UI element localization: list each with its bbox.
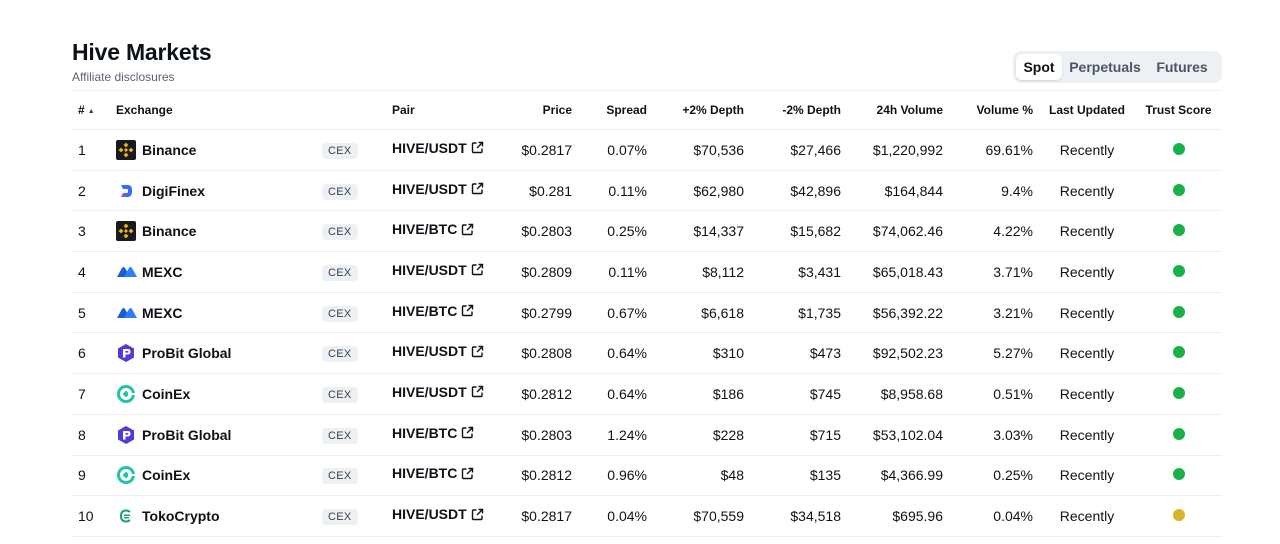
exchange-cell[interactable] [110, 170, 316, 211]
sort-asc-icon[interactable]: ▲ [87, 108, 95, 115]
rank-cell: 8 [72, 414, 110, 455]
table-row[interactable] [72, 414, 1222, 455]
trust-score-dot [1173, 387, 1185, 399]
spread-cell: 0.25% [578, 211, 653, 252]
price-cell: $0.2803 [498, 211, 578, 252]
volume-cell: $1,220,992 [847, 130, 949, 171]
exchange-type-badge: CEX [322, 346, 358, 362]
volume-pct-cell: 9.4% [949, 170, 1039, 211]
rank-cell: 9 [72, 455, 110, 496]
external-link-icon[interactable] [471, 182, 484, 195]
col-volume-pct-header[interactable]: Volume % [949, 91, 1039, 130]
volume-cell: $53,102.04 [847, 414, 949, 455]
pair-link[interactable]: HIVE/BTC [392, 302, 458, 319]
last-updated-cell: Recently [1039, 455, 1135, 496]
pair-cell[interactable] [386, 374, 498, 415]
trust-score-cell [1135, 130, 1222, 171]
col-volume-header[interactable]: 24h Volume [847, 91, 949, 130]
external-link-icon[interactable] [471, 263, 484, 276]
probit-logo [116, 425, 136, 445]
rank-cell: 2 [72, 170, 110, 211]
depth-plus-cell: $70,559 [653, 496, 750, 537]
trust-score-cell [1135, 211, 1222, 252]
depth-plus-cell: $8,112 [653, 252, 750, 293]
coinex-logo [116, 384, 136, 404]
depth-minus-cell: $3,431 [750, 252, 847, 293]
depth-minus-cell: $42,896 [750, 170, 847, 211]
external-link-icon[interactable] [461, 426, 474, 439]
type-cell [316, 496, 386, 537]
col-exchange-header[interactable]: Exchange [110, 91, 316, 130]
pair-cell[interactable] [386, 455, 498, 496]
exchange-type-badge: CEX [322, 468, 358, 484]
pair-cell[interactable] [386, 496, 498, 537]
volume-cell: $56,392.22 [847, 292, 949, 333]
last-updated-cell: Recently [1039, 374, 1135, 415]
trust-score-dot [1173, 306, 1185, 318]
rank-cell: 10 [72, 496, 110, 537]
type-cell [316, 170, 386, 211]
type-cell [316, 292, 386, 333]
price-cell: $0.2799 [498, 292, 578, 333]
table-row[interactable] [72, 496, 1222, 537]
trust-score-cell [1135, 333, 1222, 374]
pair-cell[interactable] [386, 252, 498, 293]
pair-link[interactable]: HIVE/USDT [392, 383, 467, 400]
volume-pct-cell: 69.61% [949, 130, 1039, 171]
pair-link[interactable]: HIVE/USDT [392, 180, 467, 197]
table-row[interactable] [72, 374, 1222, 415]
exchange-type-badge: CEX [322, 509, 358, 525]
price-cell: $0.2803 [498, 414, 578, 455]
price-cell: $0.2809 [498, 252, 578, 293]
rank-cell: 1 [72, 130, 110, 171]
pair-link[interactable]: HIVE/USDT [392, 343, 467, 360]
last-updated-cell: Recently [1039, 170, 1135, 211]
price-cell: $0.2817 [498, 496, 578, 537]
depth-minus-cell: $715 [750, 414, 847, 455]
pair-link[interactable]: HIVE/BTC [392, 221, 458, 238]
volume-cell: $65,018.43 [847, 252, 949, 293]
pair-link[interactable]: HIVE/USDT [392, 139, 467, 156]
col-last-updated-header[interactable]: Last Updated [1039, 91, 1135, 130]
volume-pct-cell: 5.27% [949, 333, 1039, 374]
volume-pct-cell: 0.04% [949, 496, 1039, 537]
pair-link[interactable]: HIVE/USDT [392, 261, 467, 278]
depth-minus-cell: $135 [750, 455, 847, 496]
price-cell: $0.281 [498, 170, 578, 211]
market-type-tabs [1013, 51, 1222, 83]
spread-cell: 1.24% [578, 414, 653, 455]
tab-spot[interactable]: Spot [1016, 54, 1062, 80]
exchange-name[interactable]: ProBit Global [142, 426, 232, 443]
last-updated-cell: Recently [1039, 414, 1135, 455]
exchange-name[interactable]: Binance [142, 223, 197, 240]
col-depth-plus-header[interactable]: +2% Depth [653, 91, 750, 130]
trust-score-dot [1173, 224, 1185, 236]
trust-score-cell [1135, 374, 1222, 415]
spread-cell: 0.11% [578, 252, 653, 293]
volume-cell: $164,844 [847, 170, 949, 211]
depth-minus-cell: $34,518 [750, 496, 847, 537]
exchange-name[interactable]: ProBit Global [142, 345, 232, 362]
exchange-type-badge: CEX [322, 387, 358, 403]
exchange-name[interactable]: TokoCrypto [142, 508, 220, 525]
type-cell [316, 455, 386, 496]
exchange-type-badge: CEX [322, 265, 358, 281]
trust-score-cell [1135, 496, 1222, 537]
last-updated-cell: Recently [1039, 211, 1135, 252]
exchange-cell[interactable] [110, 455, 316, 496]
table-row[interactable] [72, 170, 1222, 211]
tokocrypto-logo [116, 506, 136, 526]
col-depth-minus-header[interactable]: -2% Depth [750, 91, 847, 130]
pair-cell[interactable] [386, 211, 498, 252]
exchange-type-badge: CEX [322, 224, 358, 240]
last-updated-cell: Recently [1039, 292, 1135, 333]
last-updated-cell: Recently [1039, 333, 1135, 374]
exchange-cell[interactable] [110, 252, 316, 293]
col-spread-header[interactable]: Spread [578, 91, 653, 130]
spread-cell: 0.04% [578, 496, 653, 537]
trust-score-dot [1173, 509, 1185, 521]
volume-cell: $74,062.46 [847, 211, 949, 252]
table-header-row [72, 91, 1222, 130]
pair-cell[interactable] [386, 414, 498, 455]
volume-pct-cell: 3.71% [949, 252, 1039, 293]
trust-score-cell [1135, 292, 1222, 333]
trust-score-cell [1135, 455, 1222, 496]
exchange-name[interactable]: CoinEx [142, 385, 191, 402]
col-pair-header[interactable]: Pair [386, 91, 498, 130]
exchange-type-badge: CEX [322, 428, 358, 444]
exchange-cell[interactable] [110, 414, 316, 455]
volume-cell: $695.96 [847, 496, 949, 537]
spread-cell: 0.96% [578, 455, 653, 496]
volume-pct-cell: 3.21% [949, 292, 1039, 333]
volume-pct-cell: 4.22% [949, 211, 1039, 252]
exchange-name[interactable]: CoinEx [142, 467, 191, 484]
volume-cell: $4,366.99 [847, 455, 949, 496]
digifinex-logo [116, 181, 136, 201]
table-row[interactable] [72, 292, 1222, 333]
binance-logo [116, 140, 136, 160]
depth-plus-cell: $70,536 [653, 130, 750, 171]
price-cell: $0.2812 [498, 455, 578, 496]
exchange-cell[interactable] [110, 292, 316, 333]
depth-plus-cell: $6,618 [653, 292, 750, 333]
page-title: Hive Markets [72, 39, 212, 65]
spread-cell: 0.07% [578, 130, 653, 171]
external-link-icon[interactable] [461, 304, 474, 317]
pair-link[interactable]: HIVE/USDT [392, 506, 467, 523]
trust-score-dot [1173, 143, 1185, 155]
external-link-icon[interactable] [461, 223, 474, 236]
exchange-cell[interactable] [110, 496, 316, 537]
external-link-icon[interactable] [471, 508, 484, 521]
table-row[interactable] [72, 252, 1222, 293]
mexc-logo [116, 303, 136, 323]
type-cell [316, 130, 386, 171]
last-updated-cell: Recently [1039, 130, 1135, 171]
probit-logo [116, 343, 136, 363]
rank-cell: 3 [72, 211, 110, 252]
trust-score-dot [1173, 184, 1185, 196]
trust-score-dot [1173, 265, 1185, 277]
exchange-cell[interactable] [110, 333, 316, 374]
price-cell: $0.2808 [498, 333, 578, 374]
last-updated-cell: Recently [1039, 496, 1135, 537]
volume-cell: $8,958.68 [847, 374, 949, 415]
type-cell [316, 211, 386, 252]
price-cell: $0.2812 [498, 374, 578, 415]
volume-pct-cell: 0.51% [949, 374, 1039, 415]
type-cell [316, 333, 386, 374]
col-rank-header[interactable]: # ▲ [72, 91, 110, 130]
pair-cell[interactable] [386, 292, 498, 333]
pair-link[interactable]: HIVE/BTC [392, 465, 458, 482]
affiliate-disclosures-link[interactable]: Affiliate disclosures [72, 70, 175, 84]
trust-score-dot [1173, 346, 1185, 358]
last-updated-cell: Recently [1039, 252, 1135, 293]
volume-cell: $92,502.23 [847, 333, 949, 374]
table-row[interactable] [72, 130, 1222, 171]
spread-cell: 0.64% [578, 374, 653, 415]
depth-plus-cell: $48 [653, 455, 750, 496]
col-price-header[interactable]: Price [498, 91, 578, 130]
pair-cell[interactable] [386, 333, 498, 374]
depth-plus-cell: $186 [653, 374, 750, 415]
depth-plus-cell: $228 [653, 414, 750, 455]
table-row[interactable] [72, 211, 1222, 252]
exchange-type-badge: CEX [322, 143, 358, 159]
pair-cell[interactable] [386, 130, 498, 171]
binance-logo [116, 221, 136, 241]
table-row[interactable] [72, 333, 1222, 374]
depth-minus-cell: $745 [750, 374, 847, 415]
rank-cell: 4 [72, 252, 110, 293]
exchange-cell[interactable] [110, 130, 316, 171]
spread-cell: 0.64% [578, 333, 653, 374]
depth-plus-cell: $62,980 [653, 170, 750, 211]
type-cell [316, 374, 386, 415]
external-link-icon[interactable] [461, 467, 474, 480]
depth-minus-cell: $473 [750, 333, 847, 374]
col-trust-score-header[interactable]: Trust Score [1135, 91, 1222, 130]
trust-score-cell [1135, 252, 1222, 293]
tab-futures[interactable]: Futures [1156, 59, 1208, 75]
exchange-name[interactable]: Binance [142, 141, 197, 158]
trust-score-cell [1135, 414, 1222, 455]
volume-pct-cell: 0.25% [949, 455, 1039, 496]
trust-score-dot [1173, 468, 1185, 480]
table-row[interactable] [72, 455, 1222, 496]
rank-cell: 5 [72, 292, 110, 333]
exchange-name[interactable]: MEXC [142, 304, 183, 321]
exchange-cell[interactable] [110, 374, 316, 415]
volume-pct-cell: 3.03% [949, 414, 1039, 455]
external-link-icon[interactable] [471, 345, 484, 358]
depth-plus-cell: $14,337 [653, 211, 750, 252]
trust-score-dot [1173, 428, 1185, 440]
price-cell: $0.2817 [498, 130, 578, 171]
depth-minus-cell: $15,682 [750, 211, 847, 252]
depth-minus-cell: $1,735 [750, 292, 847, 333]
rank-cell: 7 [72, 374, 110, 415]
tab-perpetuals[interactable]: Perpetuals [1069, 59, 1141, 75]
mexc-logo [116, 262, 136, 282]
exchange-type-badge: CEX [322, 184, 358, 200]
pair-cell[interactable] [386, 170, 498, 211]
depth-plus-cell: $310 [653, 333, 750, 374]
external-link-icon[interactable] [471, 385, 484, 398]
spread-cell: 0.67% [578, 292, 653, 333]
trust-score-cell [1135, 170, 1222, 211]
col-type-header [316, 91, 386, 130]
spread-cell: 0.11% [578, 170, 653, 211]
rank-cell: 6 [72, 333, 110, 374]
pair-link[interactable]: HIVE/BTC [392, 424, 458, 441]
markets-table [72, 90, 1222, 537]
page-header [72, 38, 212, 85]
coinex-logo [116, 465, 136, 485]
exchange-name[interactable]: MEXC [142, 263, 183, 280]
depth-minus-cell: $27,466 [750, 130, 847, 171]
external-link-icon[interactable] [471, 141, 484, 154]
type-cell [316, 414, 386, 455]
exchange-cell[interactable] [110, 211, 316, 252]
exchange-name[interactable]: DigiFinex [142, 182, 206, 199]
type-cell [316, 252, 386, 293]
exchange-type-badge: CEX [322, 306, 358, 322]
